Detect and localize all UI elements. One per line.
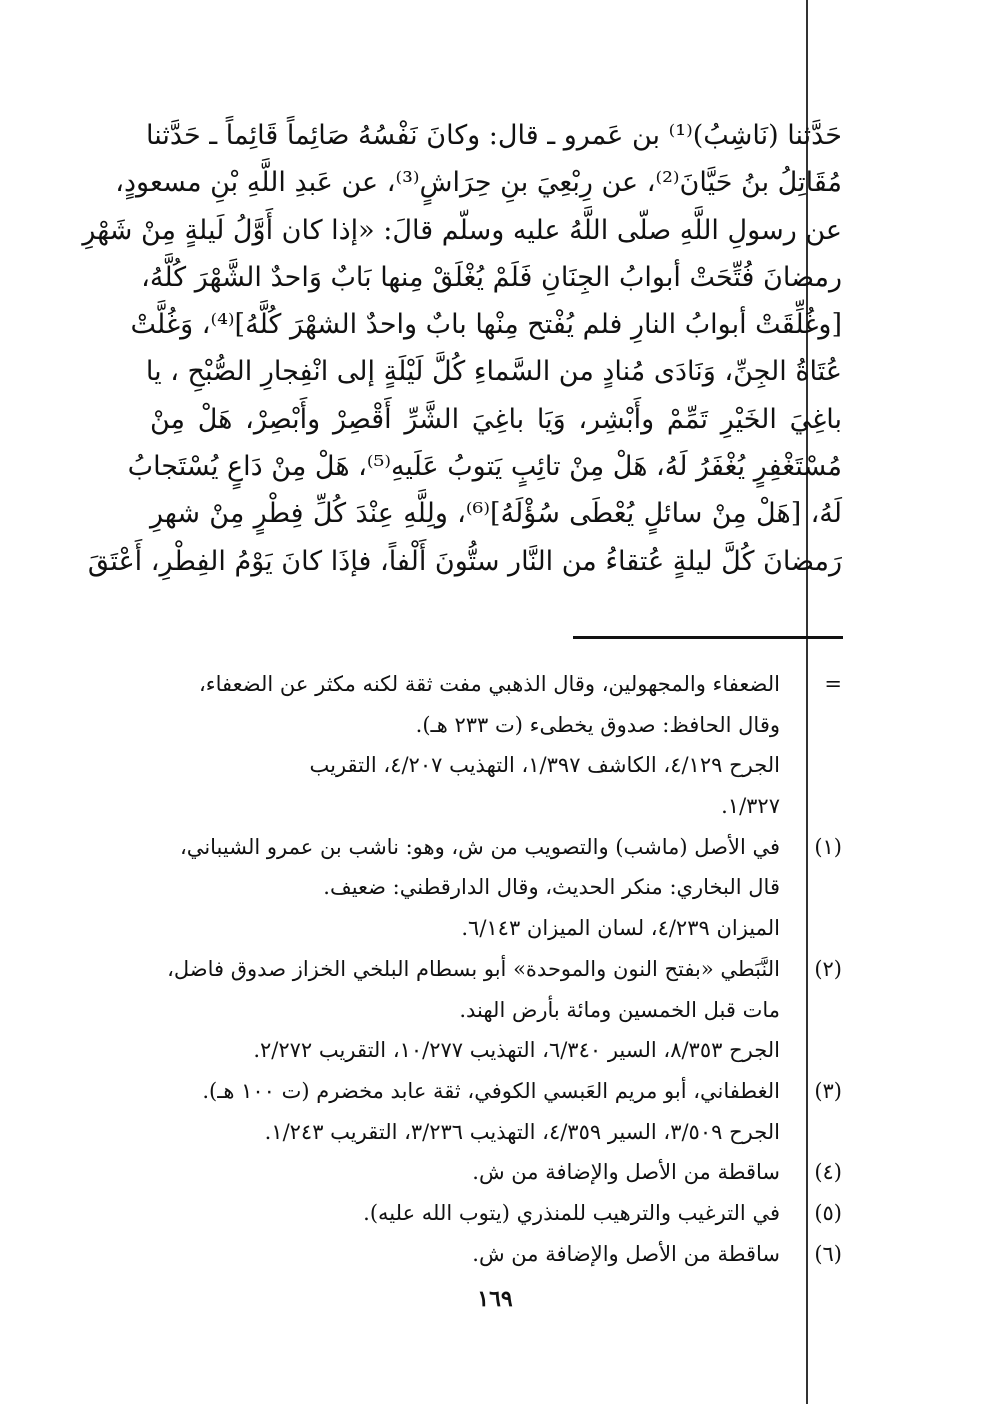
footnote-marker: (٢) (814, 956, 842, 981)
page-number: ١٦٩ (477, 1286, 513, 1312)
main-text-line: رَمضانَ كُلَّ ليلةٍ عُتقاءُ من النَّار ستُّونَ أَلْفاً، فإذَا كانَ يَوْمُ الفِطْرِ، أَعْتَقَ (87, 545, 842, 577)
footnote-body (150, 1193, 792, 1234)
footnote-continued (150, 664, 842, 827)
footnote-line: النَّبَطي «بفتح النون والموحدة» أبو بسطام البلخي الخزاز صدوق فاضل، (167, 956, 780, 981)
footnote-body (150, 1234, 792, 1275)
main-text-line: رمضانَ فُتِّحَتْ أبوابُ الجِنَانِ فَلَمْ يُغْلَقْ مِنها بَابٌ وَاحدٌ الشَّهْرَ كُلَّهُ، (141, 261, 842, 293)
main-text-line: [وغُلِّقَتْ أبوابُ النارِ فلم يُفْتح مِنْها بابٌ واحدٌ الشهْرَ كُلَّهُ]⁽⁴⁾، وَغُلَّتْ (130, 309, 842, 341)
footnote-1 (150, 827, 842, 949)
footnote-marker: (٣) (814, 1078, 842, 1103)
footnote-body (150, 827, 792, 949)
main-text (82, 112, 843, 585)
footnote-3 (150, 1071, 842, 1152)
footnote-line: في الأصل (ماشب) والتصويب من ش، وهو: ناشب بن عمرو الشيباني، (180, 834, 780, 859)
footnote-line: الضعفاء والمجهولين، وقال الذهبي مفت ثقة لكنه مكثر عن الضعفاء، (199, 672, 780, 696)
footnote-line: وقال الحافظ: صدوق يخطىء (ت ٢٣٣ هـ). (415, 712, 780, 737)
footnote-2 (150, 949, 842, 1071)
footnote-marker: (١) (814, 834, 842, 859)
footnote-body (150, 1152, 792, 1193)
footnote-6 (150, 1234, 842, 1275)
footnote-body (150, 664, 792, 827)
footnote-line: الجرح ٤/١٢٩، الكاشف ١/٣٩٧، التهذيب ٤/٢٠٧، التقريب (309, 753, 780, 778)
footnote-separator (573, 636, 843, 639)
main-text-line: باغِيَ الخَيْرِ تَمِّمْ وأَبْشِر، وَيَا باغِيَ الشَّرِّ أَقْصِرْ وأَبْصِرْ، هَلْ مِنْ (150, 403, 842, 435)
main-text-line: مُسْتَغْفِرٍ يُغْفَرُ لَهُ، هَلْ مِنْ تائِبٍ يَتوبُ عَلَيهِ⁽⁵⁾، هَلْ مِنْ دَاعٍ يُسْتَجابُ (127, 451, 842, 483)
footnote-line: ساقطة من الأصل والإضافة من ش. (472, 1160, 780, 1185)
footnote-4 (150, 1152, 842, 1193)
main-text-line: عن رسولِ اللَّهِ صلّى اللَّهُ عليه وسلّم قالَ: «إذا كان أَوَّلُ لَيلةٍ مِنْ شَهْرِ (82, 214, 842, 246)
footnote-body (150, 949, 792, 1071)
footnotes (150, 664, 842, 1274)
footnote-line: الميزان ٤/٢٣٩، لسان الميزان ٦/١٤٣. (461, 916, 780, 941)
footnote-line: الجرح ٨/٣٥٣، السير ٦/٣٤٠، التهذيب ١٠/٢٧٧، التقريب ٢/٢٧٢. (253, 1038, 780, 1063)
footnote-line: مات قبل الخمسين ومائة بأرض الهند. (459, 997, 780, 1022)
main-text-line: عُتَاةُ الجِنِّ، وَنَادَى مُنادٍ من السَّماءِ كُلَّ لَيْلَةٍ إلى انْفِجارِ الصُّبْحِ ، يا (145, 356, 842, 388)
footnote-marker: = (824, 672, 842, 696)
footnote-5 (150, 1193, 842, 1234)
footnote-line: قال البخاري: منكر الحديث، وقال الدارقطني: ضعيف. (323, 875, 780, 900)
main-text-line: حَدَّثنا (نَاشِبُ)⁽¹⁾ بن عَمرو ـ قال: وكانَ نَفْسُهُ صَائِماً قَائِماً ـ حَدَّثنا (145, 120, 842, 151)
footnote-marker: (٥) (814, 1200, 842, 1225)
footnote-line: الغطفاني، أبو مريم العَبسي الكوفي، ثقة عابد مخضرم (ت ١٠٠ هـ). (202, 1078, 780, 1103)
footnote-line: الجرح ٣/٥٠٩، السير ٤/٣٥٩، التهذيب ٣/٢٣٦، التقريب ١/٢٤٣. (264, 1119, 780, 1144)
footnote-marker: (٦) (814, 1241, 842, 1266)
footnote-line: ١/٣٢٧. (721, 794, 780, 819)
main-text-line: مُقَاتِلُ بنُ حَيَّانَ⁽²⁾، عن رِبْعِيَ بنِ حِرَاشٍ⁽³⁾، عن عَبدِ اللَّهِ بْنِ مسعودٍ، (115, 167, 842, 199)
footnote-body (150, 1071, 792, 1152)
main-text-line: لَهُ، [هَلْ مِنْ سائلٍ يُعْطَى سُؤْلَهُ]⁽⁶⁾، ولِلَّهِ عِنْدَ كُلِّ فِطْرٍ مِنْ شهرِ (150, 498, 843, 530)
footnote-line: ساقطة من الأصل والإضافة من ش. (472, 1241, 780, 1266)
footnote-marker: (٤) (814, 1160, 842, 1185)
footnote-line: في الترغيب والترهيب للمنذري (يتوب الله عليه). (363, 1200, 780, 1225)
